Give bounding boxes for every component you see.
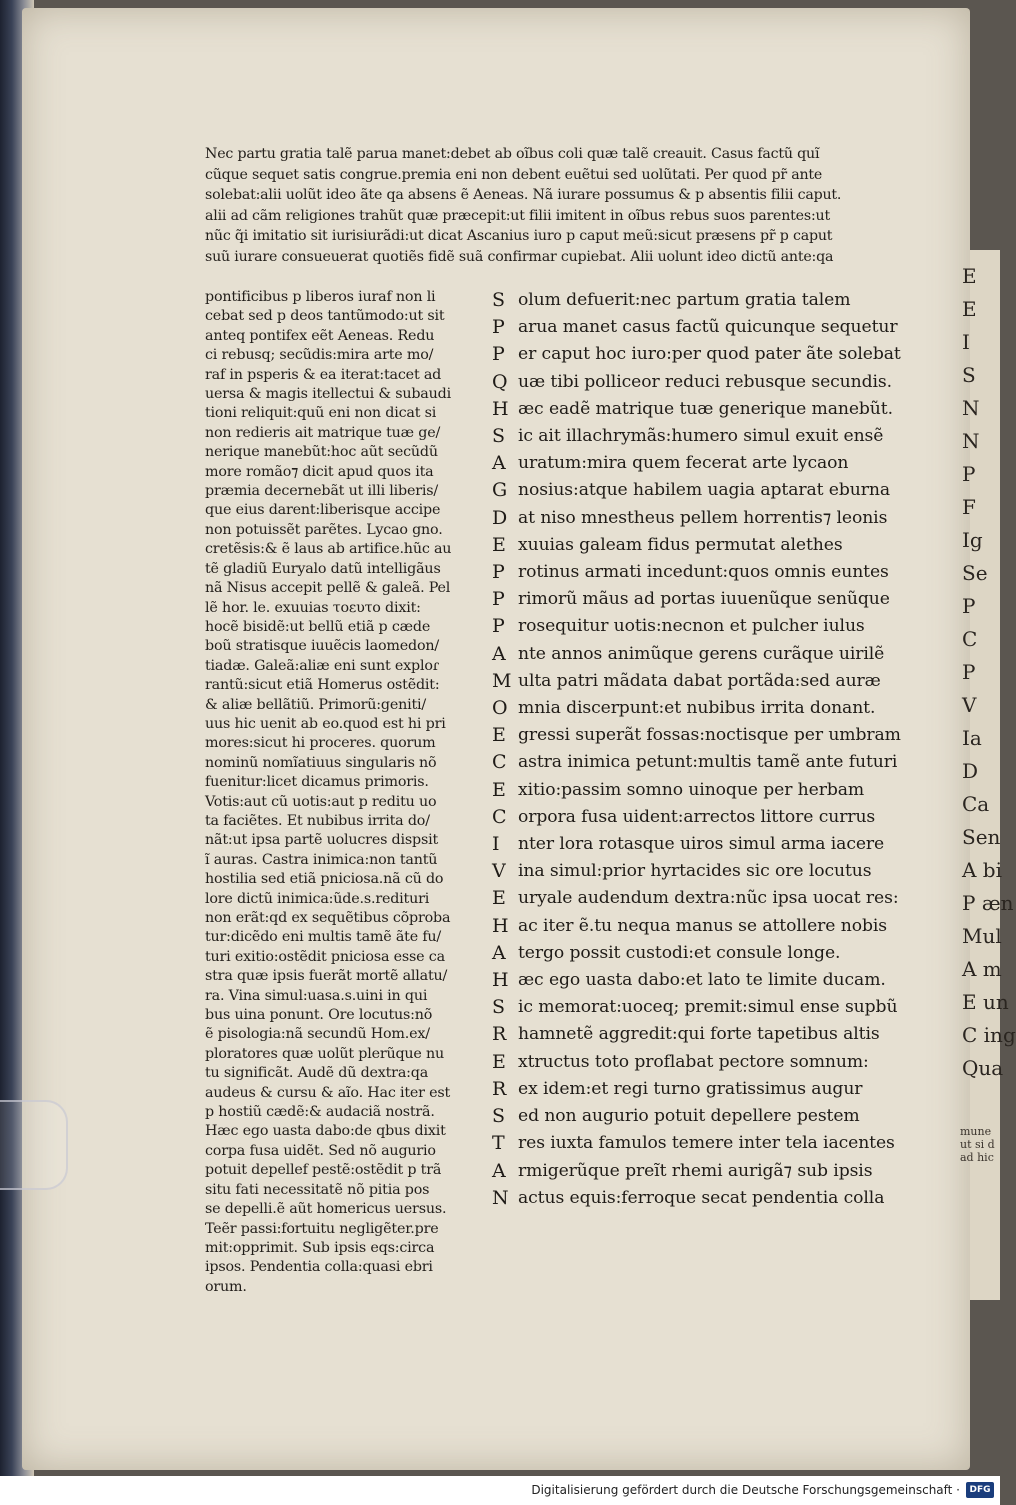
- commentary-line: lore dictũ inimica:ũde.s.redituri: [205, 890, 430, 907]
- commentary-top-block: [205, 144, 905, 267]
- verse-initial: A: [492, 452, 506, 475]
- commentary-left-column: [205, 288, 485, 1297]
- commentary-line: Votis:aut cũ uotis:aut p reditu uo: [205, 793, 437, 810]
- commentary-line: Teẽr passi:fortuitu negligẽter.pre: [205, 1220, 439, 1237]
- verse-initial: D: [492, 506, 508, 529]
- facing-page-initial: E un: [962, 990, 1009, 1014]
- verse-initial: S: [492, 996, 505, 1019]
- verse-initial: A: [492, 642, 506, 665]
- facing-page-initial: E: [962, 297, 977, 321]
- commentary-line: mores:sicut hi proceres. quorum: [205, 735, 436, 752]
- verse-line: [492, 777, 912, 804]
- verse-initial: P: [492, 588, 505, 611]
- verse-text: nte annos animũque gerens curãque uirilẽ: [518, 643, 885, 664]
- facing-page-initial: Se: [962, 561, 988, 585]
- verse-initial: M: [492, 669, 512, 692]
- verse-initial: N: [492, 1186, 509, 1209]
- verse-line: [492, 559, 912, 586]
- verse-initial: P: [492, 316, 505, 339]
- verse-text: xtructus toto proflabat pectore somnum:: [518, 1051, 869, 1072]
- commentary-line: cretẽsis:& ẽ laus ab artifice.hũc au: [205, 541, 452, 558]
- verse-initial: R: [492, 1077, 507, 1100]
- commentary-line: cũque sequet satis congrue.premia eni non debent euẽtui sed uolũtati. Per quod pr̃ ante: [205, 166, 823, 183]
- commentary-line: Nec partu gratia talẽ parua manet:debet ab oĩbus coli quæ talẽ creauit. Casus factũ quĩ: [205, 146, 820, 162]
- commentary-line: non potuissẽt parẽtes. Lycao gno.: [205, 521, 443, 538]
- commentary-line: ipsos. Pendentia colla:quasi ebri: [205, 1259, 433, 1276]
- commentary-line: Hæc ego uasta dabo:de qbus dixit: [205, 1123, 446, 1140]
- commentary-line: non erãt:qd ex sequẽtibus cõproba: [205, 910, 451, 926]
- commentary-line: boũ stratisque iuuẽcis laomedon/: [205, 638, 439, 655]
- commentary-line: situ fati necessitatẽ nõ pitia pos: [205, 1181, 430, 1198]
- commentary-line: se depelli.ẽ aũt homericus uersus.: [205, 1201, 447, 1218]
- verse-initial: P: [492, 561, 505, 584]
- facing-page-initial: Ig: [962, 528, 983, 552]
- verse-text: xuuias galeam fidus permutat alethes: [518, 534, 843, 555]
- facing-page-initial: Sen: [962, 825, 1001, 849]
- commentary-line: uersa & magis itellectui & subaudi: [205, 386, 451, 403]
- commentary-line: tẽ gladiũ Euryalo datũ intelligãus: [205, 560, 441, 577]
- verse-line: [492, 967, 912, 994]
- verse-text: nosius:atque habilem uagia aptarat eburna: [518, 480, 890, 501]
- commentary-line: fuenitur:licet dicamus primoris.: [205, 774, 429, 791]
- verse-line: [492, 940, 912, 967]
- verse-initial: H: [492, 914, 509, 937]
- verse-line: [492, 1049, 912, 1076]
- verse-line: [492, 532, 912, 559]
- verse-text: uratum:mira quem fecerat arte lycaon: [518, 453, 849, 474]
- commentary-line: non redieris ait matrique tuæ ge/: [205, 424, 441, 441]
- commentary-line: potuit depellef pestẽ:ostẽdit p trã: [205, 1162, 442, 1179]
- verse-line: [492, 1185, 912, 1212]
- commentary-line: nominũ nomĩatiuus singularis nõ: [205, 754, 437, 771]
- commentary-line: tur:dicẽdo eni multis tamẽ ãte fu/: [205, 929, 442, 946]
- commentary-line: corpa fusa uidẽt. Sed nõ augurio: [205, 1142, 436, 1159]
- commentary-line: stra quæ ipsis fuerãt mortẽ allatu/: [205, 968, 448, 985]
- verse-text: ulta patri mãdata dabat portãda:sed auræ: [518, 670, 881, 691]
- verse-initial: P: [492, 615, 505, 638]
- verse-text: ina simul:prior hyrtacides sic ore locutus: [518, 861, 872, 882]
- verse-line: [492, 314, 912, 341]
- facing-page-initial: A m: [962, 957, 1002, 981]
- verse-initial: E: [492, 724, 506, 747]
- facing-page-initial: P: [962, 594, 976, 618]
- commentary-line: nerique manebũt:hoc aũt secũdũ: [205, 444, 438, 461]
- commentary-line: ra. Vina simul:uasa.s.uini in qui: [205, 987, 428, 1004]
- facing-page-initial: N: [962, 396, 980, 420]
- verse-line: [492, 804, 912, 831]
- verse-initial: E: [492, 533, 506, 556]
- verse-line: [492, 668, 912, 695]
- verse-initial: H: [492, 397, 509, 420]
- commentary-line: ẽ pisologia:nã secundũ Hom.ex/: [205, 1026, 430, 1043]
- commentary-line: ĩ auras. Castra inimica:non tantũ: [205, 851, 438, 868]
- facing-page-initial: A bi: [962, 858, 1002, 882]
- verse-initial: A: [492, 941, 506, 964]
- verse-text: ic ait illachrymãs:humero simul exuit ensẽ: [518, 426, 884, 447]
- verse-line: [492, 423, 912, 450]
- verse-line: [492, 1076, 912, 1103]
- facing-page-margin-note: [960, 1125, 1000, 1164]
- dfg-logo: DFG: [966, 1482, 994, 1498]
- verse-line: [492, 858, 912, 885]
- commentary-line: audeus & cursu & aĩo. Hac iter est: [205, 1084, 451, 1101]
- commentary-line: rantũ:sicut etiã Homerus ostẽdit:: [205, 677, 440, 694]
- verse-text: uæ tibi polliceor reduci rebusque secundis.: [518, 371, 892, 392]
- footer-credit: Digitalisierung gefördert durch die Deutsche Forschungsgemeinschaft ·: [531, 1483, 960, 1497]
- verse-text: ed non augurio potuit depellere pestem: [518, 1106, 860, 1127]
- verse-initial: S: [492, 1105, 505, 1128]
- verse-text: er caput hoc iuro:per quod pater ãte solebat: [518, 344, 901, 365]
- commentary-line: pontificibus p liberos iuraf non li: [205, 289, 436, 305]
- commentary-line: solebat:alii uolũt ideo ãte qa absens ẽ Aeneas. Nã iurare possumus & p absentis filii caput.: [205, 187, 842, 203]
- verse-text: arua manet casus factũ quicunque sequetur: [518, 317, 898, 338]
- facing-page-initial: Qua: [962, 1056, 1004, 1080]
- verse-initial: T: [492, 1132, 505, 1155]
- facing-page-initial: P: [962, 660, 976, 684]
- verse-line: [492, 396, 912, 423]
- verse-text: ex idem:et regi turno gratissimus augur: [518, 1078, 863, 1099]
- verse-initial: P: [492, 343, 505, 366]
- commentary-line: suũ iurare consueuerat quotiẽs fidẽ suã confirmar cupiebat. Alii uolunt ideo dictũ ante:qa: [205, 248, 834, 265]
- commentary-line: alii ad cãm religiones trahũt quæ præcepit:ut filii imitent in oĩbus rebus suos parentes:ut: [205, 207, 830, 224]
- commentary-line: anteq pontifex eẽt Aeneas. Redu: [205, 327, 435, 344]
- facing-page-initial: P æn: [962, 891, 1014, 915]
- facing-page-initial: C: [962, 627, 978, 651]
- verse-text: res iuxta famulos temere inter tela iacentes: [518, 1133, 895, 1154]
- verse-text: actus equis:ferroque secat pendentia colla: [518, 1187, 885, 1208]
- verse-line: [492, 722, 912, 749]
- verse-initial: E: [492, 778, 506, 801]
- commentary-line: hostilia sed etiã pniciosa.nã cũ do: [205, 871, 444, 888]
- facing-page-initial: D: [962, 759, 979, 783]
- margin-note-line: mune: [960, 1125, 992, 1138]
- verse-line: [492, 341, 912, 368]
- commentary-line: turi exitio:ostẽdit pniciosa esse ca: [205, 948, 445, 965]
- margin-note-line: ut si d: [960, 1138, 995, 1151]
- verse-line: [492, 369, 912, 396]
- verse-initial: R: [492, 1023, 507, 1046]
- verse-initial: G: [492, 479, 508, 502]
- verse-text: tergo possit custodi:et consule longe.: [518, 942, 841, 963]
- verse-initial: V: [492, 860, 506, 883]
- verse-text: uryale audendum dextra:nũc ipsa uocat res:: [518, 888, 899, 909]
- commentary-line: lẽ hor. le. exuuias τοευτο dixit:: [205, 599, 421, 616]
- verse-text: ic memorat:uoceq; premit:simul ense supbũ: [518, 997, 898, 1018]
- verse-text: mnia discerpunt:et nubibus irrita donant.: [518, 698, 876, 719]
- verse-initial: E: [492, 887, 506, 910]
- verse-line: [492, 1021, 912, 1048]
- verse-line: [492, 477, 912, 504]
- verse-line: [492, 641, 912, 668]
- commentary-line: mit:opprimit. Sub ipsis eqs:circa: [205, 1239, 435, 1256]
- commentary-line: hocẽ bisidẽ:ut bellũ etiã p cæde: [205, 618, 431, 635]
- commentary-line: que eius darent:liberisque accipe: [205, 502, 441, 519]
- facing-page-initial: S: [962, 363, 976, 387]
- commentary-line: ci rebusq; secũdis:mira arte mo/: [205, 347, 434, 364]
- verse-line: [492, 505, 912, 532]
- commentary-line: ploratores quæ uolũt plerũque nu: [205, 1045, 445, 1062]
- verse-text: ac iter ẽ.tu nequa manus se attollere nobis: [518, 915, 887, 936]
- facing-page-initials: [962, 260, 1016, 1085]
- facing-page-initial: Ia: [962, 726, 982, 750]
- commentary-line: tu significãt. Audẽ dũ dextra:qa: [205, 1065, 429, 1082]
- commentary-line: tiadæ. Galeã:aliæ eni sunt exploɾ: [205, 657, 440, 674]
- commentary-line: cebat sed p deos tantũmodo:ut sit: [205, 308, 445, 325]
- verse-text: hamnetẽ aggredit:qui forte tapetibus altis: [518, 1024, 880, 1045]
- facing-page-initial: Mul: [962, 924, 1002, 948]
- verse-line: [492, 831, 912, 858]
- verse-text: rotinus armati incedunt:quos omnis euntes: [518, 562, 889, 583]
- verse-text: nter lora rotasque uiros simul arma iacere: [518, 834, 885, 855]
- verse-text: rosequitur uotis:necnon et pulcher iulus: [518, 616, 865, 637]
- verse-line: [492, 1158, 912, 1185]
- commentary-line: tioni reliquit:quũ eni non dicat si: [205, 405, 437, 422]
- verse-line: [492, 749, 912, 776]
- facing-page-initial: N: [962, 429, 980, 453]
- facing-page-initial: P: [962, 462, 976, 486]
- verse-line: [492, 586, 912, 613]
- verse-initial: I: [492, 833, 500, 856]
- verse-text: rmigerũque preĩt rhemi aurigã⁊ sub ipsis: [518, 1160, 873, 1181]
- commentary-line: orum.: [205, 1278, 247, 1295]
- commentary-line: p hostiũ cædẽ:& audaciã nostrã.: [205, 1104, 435, 1121]
- verse-initial: Q: [492, 370, 508, 393]
- verse-text: æc ego uasta dabo:et lato te limite ducam.: [518, 970, 886, 991]
- verse-initial: S: [492, 425, 505, 448]
- verse-line: [492, 1130, 912, 1157]
- footer-bar: [0, 1476, 1000, 1505]
- verse-line: [492, 450, 912, 477]
- verse-initial: O: [492, 697, 508, 720]
- commentary-line: & aliæ bellãtiũ. Primorũ:geniti/: [205, 696, 426, 713]
- commentary-line: more romão⁊ dicit apud quos ita: [205, 463, 434, 480]
- verse-initial: C: [492, 805, 507, 828]
- commentary-line: præmia decernebãt ut illi liberis/: [205, 483, 439, 500]
- margin-note-line: ad hic: [960, 1151, 994, 1164]
- verse-line: [492, 695, 912, 722]
- verse-line: [492, 1103, 912, 1130]
- verse-line: [492, 994, 912, 1021]
- verse-text: rimorũ mãus ad portas iuuenũque senũque: [518, 589, 890, 610]
- verse-initial: C: [492, 751, 507, 774]
- verse-initial: S: [492, 289, 505, 311]
- verse-column: [492, 287, 912, 1212]
- verse-line: [492, 913, 912, 940]
- commentary-line: nã Nisus accepit pellẽ & galeã. Pel: [205, 580, 451, 597]
- commentary-line: uus hic uenit ab eo.quod est hi pri: [205, 715, 446, 732]
- commentary-line: raf in psperis & ea iterat:tacet ad: [205, 366, 442, 383]
- verse-initial: A: [492, 1159, 506, 1182]
- verse-text: gressi superãt fossas:noctisque per umbram: [518, 725, 901, 746]
- verse-text: orpora fusa uident:arrectos littore currus: [518, 806, 876, 827]
- facing-page-initial: C ing: [962, 1023, 1016, 1047]
- verse-text: æc eadẽ matrique tuæ generique manebũt.: [518, 398, 893, 419]
- verse-line: [492, 287, 912, 314]
- commentary-line: nãt:ut ipsa partẽ uolucres dispsit: [205, 832, 439, 849]
- commentary-line: bus uina ponunt. Ore locutus:nõ: [205, 1007, 433, 1024]
- facing-page-initial: F: [962, 495, 976, 519]
- verse-text: at niso mnestheus pellem horrentis⁊ leonis: [518, 507, 888, 528]
- facing-page-initial: V: [962, 693, 977, 717]
- verse-text: astra inimica petunt:multis tamẽ ante futuri: [518, 752, 898, 773]
- facing-page-initial: E: [962, 264, 977, 288]
- verse-text: olum defuerit:nec partum gratia talem: [518, 290, 851, 310]
- verse-initial: H: [492, 969, 509, 992]
- facing-page-initial: Ca: [962, 792, 990, 816]
- page-clip: [0, 1100, 68, 1190]
- verse-text: xitio:passim somno uinoque per herbam: [518, 779, 865, 800]
- commentary-line: nũc q̃i imitatio sit iurisiurãdi:ut dicat Ascanius iuro p caput meũ:sicut præsens pr̃ p caput: [205, 228, 833, 244]
- verse-initial: E: [492, 1050, 506, 1073]
- verse-line: [492, 613, 912, 640]
- verse-line: [492, 885, 912, 912]
- facing-page-initial: I: [962, 330, 970, 354]
- commentary-line: ta faciẽtes. Et nubibus irrita do/: [205, 812, 430, 829]
